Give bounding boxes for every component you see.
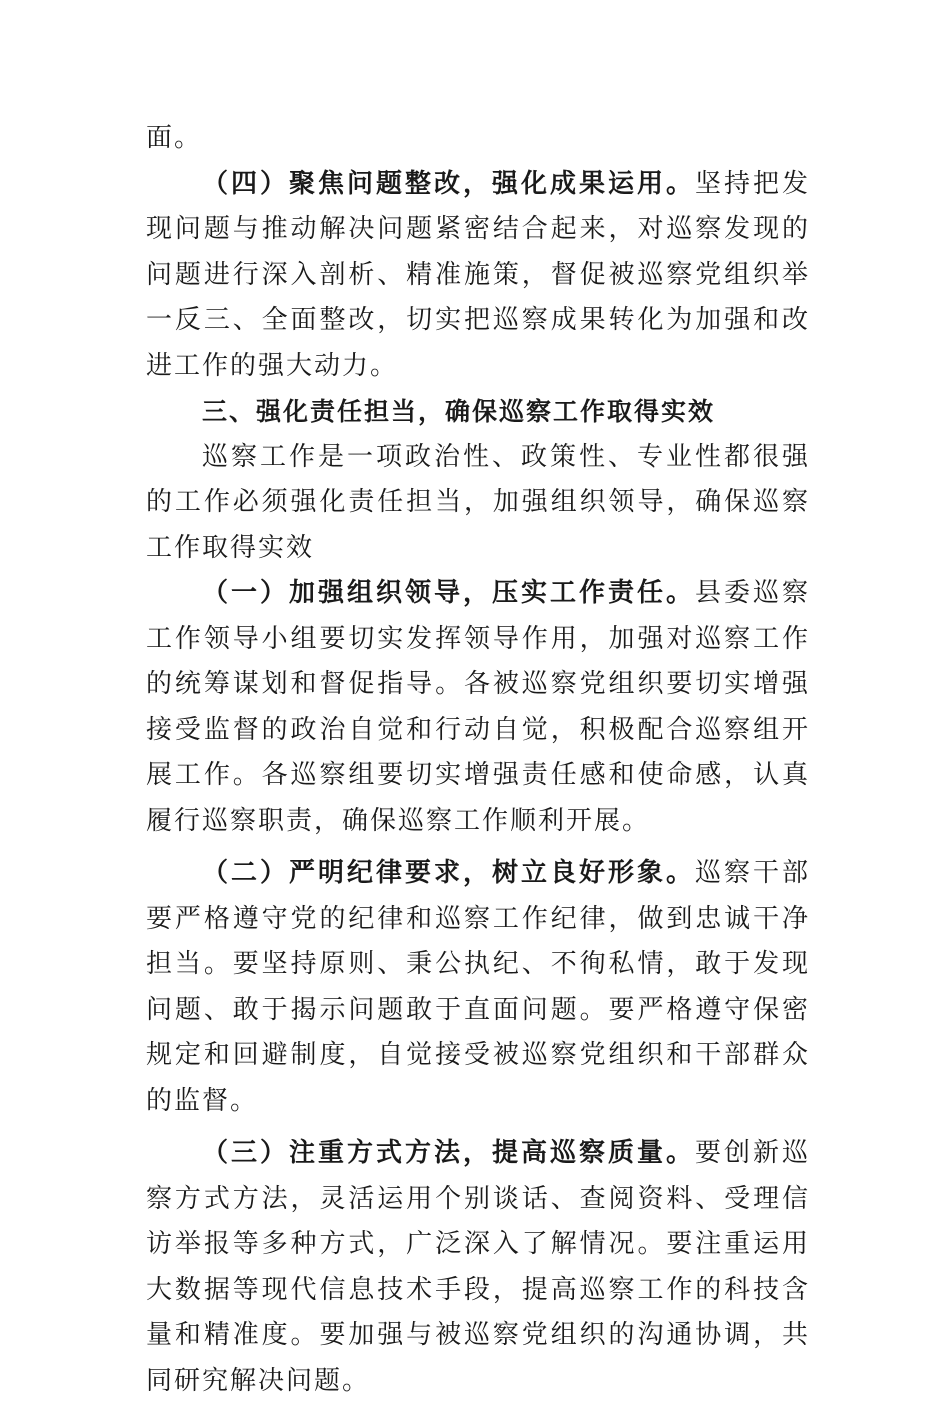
section-3-heading: 三、强化责任担当，确保巡察工作取得实效 (202, 397, 716, 426)
item-3-paragraph (146, 1131, 810, 1404)
section-4-paragraph (146, 162, 810, 390)
item-1-lead: （一）加强组织领导，压实工作责任。 (202, 578, 695, 608)
item-3-body: 要创新巡察方式方法，灵活运用个别谈话、查阅资料、受理信访举报等多种方式，广泛深入了解情况。要注重运用大数据等现代信息技术手段，提高巡察工作的科技含量和精准度。要加强与被巡察党组织的沟通协调，共同研究解决问题。 (146, 1138, 810, 1396)
document-body (146, 116, 810, 1404)
section-4-body: 坚持把发现问题与推动解决问题紧密结合起来，对巡察发现的问题进行深入剖析、精准施策，督促被巡察党组织举一反三、全面整改，切实把巡察成果转化为加强和改进工作的强大动力。 (146, 168, 810, 381)
item-1-paragraph (146, 571, 810, 844)
item-2-paragraph (146, 851, 810, 1124)
item-2-lead: （二）严明纪律要求，树立良好形象。 (202, 858, 695, 888)
item-2-body: 巡察干部要严格遵守党的纪律和巡察工作纪律，做到忠诚干净担当。要坚持原则、秉公执纪、不徇私情，敢于发现问题、敢于揭示问题敢于直面问题。要严格遵守保密规定和回避制度，自觉接受被巡察党组织和干部群众的监督。 (146, 858, 810, 1116)
section-3-intro: 巡察工作是一项政治性、政策性、专业性都很强的工作必须强化责任担当，加强组织领导，确保巡察工作取得实效 (146, 441, 810, 563)
section-4-lead: （四）聚焦问题整改，强化成果运用。 (202, 168, 695, 199)
item-3-lead: （三）注重方式方法，提高巡察质量。 (202, 1138, 695, 1168)
continuation-text: 面。 (146, 123, 203, 153)
item-1-body: 县委巡察工作领导小组要切实发挥领导作用，加强对巡察工作的统筹谋划和督促指导。各被巡察党组织要切实增强接受监督的政治自觉和行动自觉，积极配合巡察组开展工作。各巡察组要切实增强责任感和使命感，认真履行巡察职责，确保巡察工作顺利开展。 (146, 578, 810, 836)
